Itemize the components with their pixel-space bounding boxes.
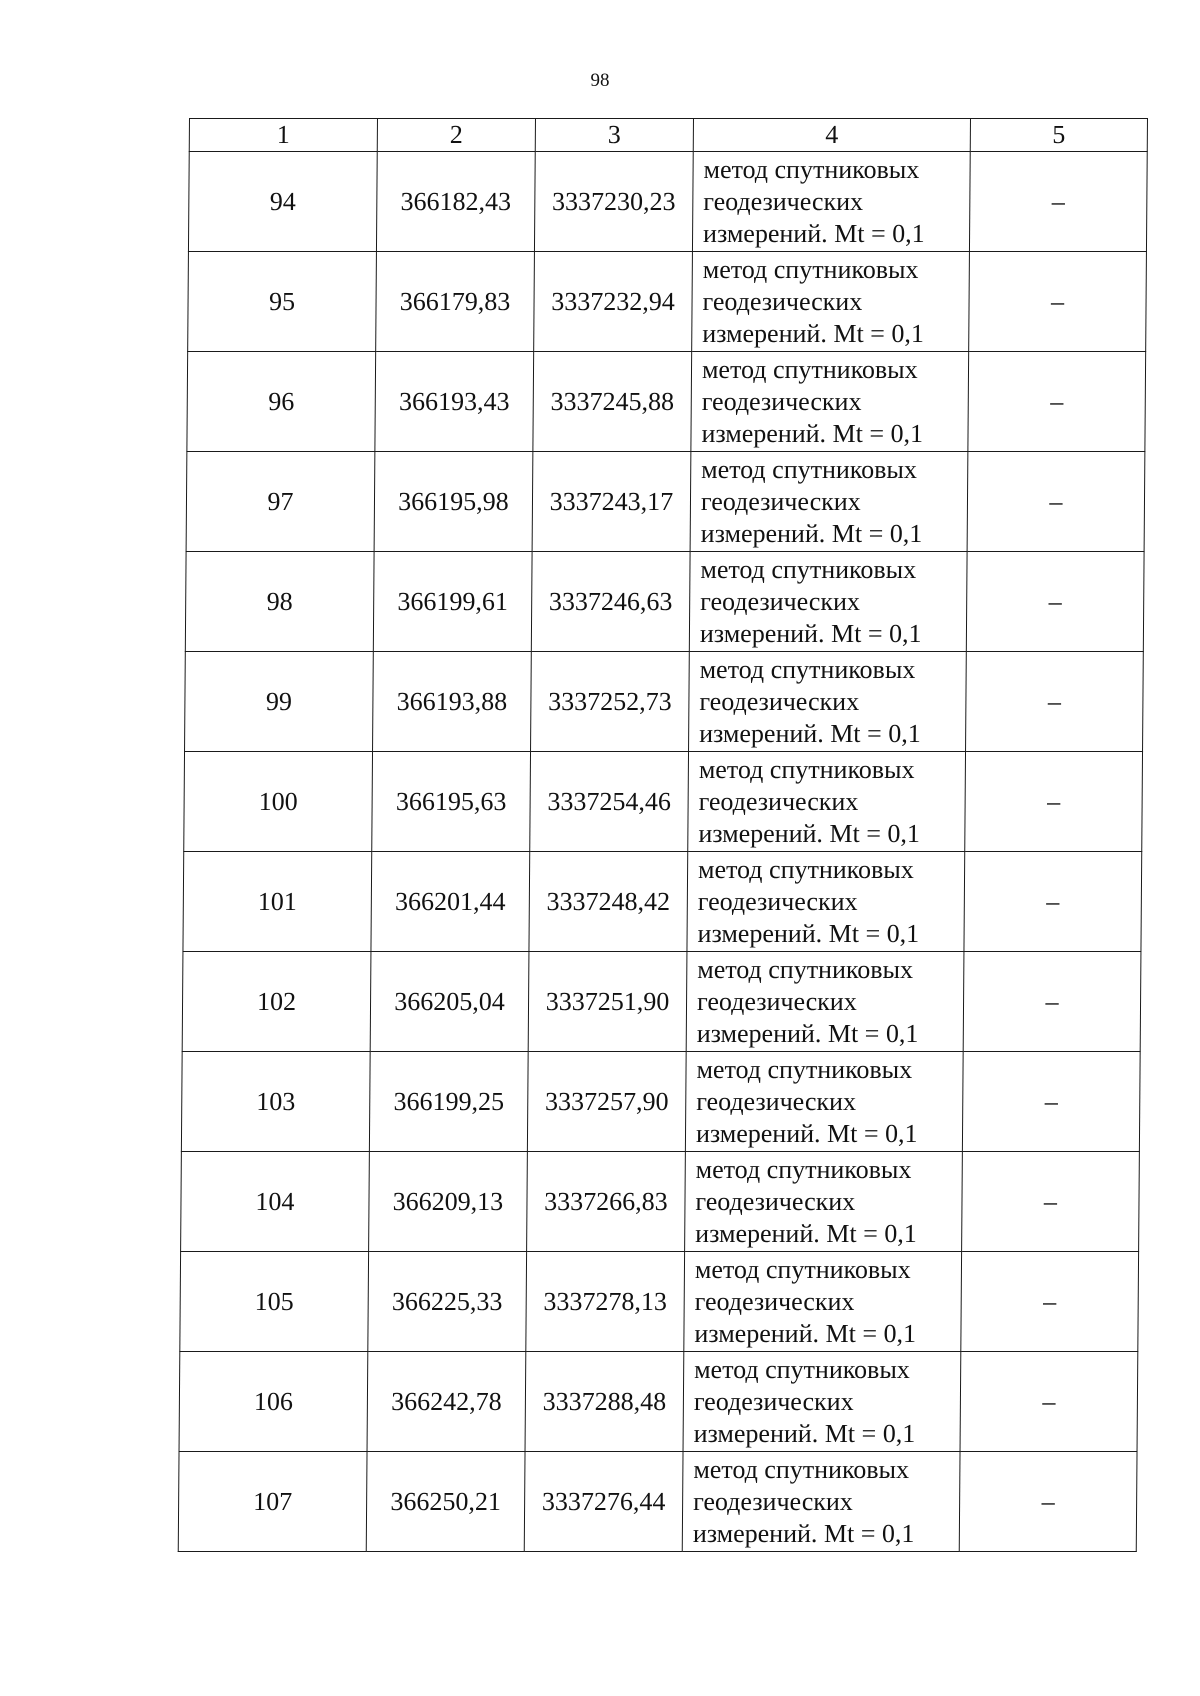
coordinate-x: 366250,21 [366, 1452, 525, 1552]
coordinate-x: 366179,83 [376, 252, 535, 352]
column-5-value: – [963, 952, 1141, 1052]
coordinate-x: 366205,04 [370, 952, 529, 1052]
table-row [184, 752, 1143, 852]
method-description [690, 452, 968, 552]
method-line-2: геодезических [693, 1486, 853, 1516]
method-line-3: измерений. Mt = 0,1 [701, 418, 924, 448]
table-row [186, 452, 1145, 552]
table-row [182, 952, 1141, 1052]
column-header-1: 1 [189, 119, 377, 152]
column-header-3: 3 [535, 119, 693, 152]
point-number: 96 [187, 352, 376, 452]
method-line-2: геодезических [698, 786, 859, 816]
method-description [688, 752, 966, 852]
point-number: 103 [181, 1052, 370, 1152]
column-5-value: – [964, 852, 1142, 952]
coordinate-x: 366195,98 [374, 452, 533, 552]
method-line-1: метод спутниковых [696, 1054, 913, 1084]
method-line-3: измерений. Mt = 0,1 [694, 1318, 917, 1348]
point-number: 100 [184, 752, 373, 852]
column-5-value: – [962, 1052, 1140, 1152]
table-row [181, 1052, 1140, 1152]
method-line-2: геодезических [693, 1386, 854, 1416]
point-number: 99 [185, 652, 374, 752]
coordinate-y: 3337230,23 [534, 152, 693, 252]
coordinate-y: 3337248,42 [529, 852, 688, 952]
method-line-1: метод спутниковых [702, 254, 919, 284]
coordinate-y: 3337276,44 [524, 1452, 683, 1552]
method-line-3: измерений. Mt = 0,1 [699, 718, 921, 748]
table-row [183, 852, 1142, 952]
table-row [187, 352, 1146, 452]
method-line-2: геодезических [701, 386, 862, 416]
method-description [683, 1352, 961, 1452]
column-5-value: – [967, 452, 1145, 552]
method-line-3: измерений. Mt = 0,1 [698, 818, 921, 848]
method-line-3: измерений. Mt = 0,1 [697, 918, 920, 948]
column-header-5: 5 [970, 119, 1147, 152]
method-line-1: метод спутниковых [697, 954, 914, 984]
column-5-value: – [961, 1252, 1139, 1352]
column-5-value: – [966, 552, 1144, 652]
method-line-2: геодезических [702, 286, 863, 316]
method-description [689, 652, 967, 752]
coordinate-x: 366193,43 [375, 352, 534, 452]
coordinates-table [178, 118, 1148, 1552]
column-header-2: 2 [377, 119, 535, 152]
table-row [181, 1152, 1140, 1252]
coordinate-y: 3337251,90 [528, 952, 687, 1052]
coordinate-y: 3337232,94 [534, 252, 693, 352]
method-line-2: геодезических [696, 1086, 857, 1116]
method-line-1: метод спутниковых [694, 1254, 911, 1284]
coordinate-y: 3337266,83 [527, 1152, 686, 1252]
method-line-1: метод спутниковых [693, 1454, 910, 1484]
coordinate-y: 3337243,17 [532, 452, 691, 552]
method-line-2: геодезических [699, 686, 860, 716]
method-line-3: измерений. Mt = 0,1 [702, 218, 925, 248]
coordinate-y: 3337288,48 [525, 1352, 684, 1452]
method-description [686, 952, 964, 1052]
coordinate-x: 366209,13 [369, 1152, 528, 1252]
table-header-row [189, 119, 1147, 152]
page-number: 98 [590, 70, 610, 91]
method-line-1: метод спутниковых [698, 754, 915, 784]
column-5-value: – [969, 152, 1147, 252]
method-line-2: геодезических [700, 486, 861, 516]
coordinate-y: 3337245,88 [533, 352, 692, 452]
method-line-2: геодезических [700, 586, 861, 616]
method-description [689, 552, 967, 652]
table-row [188, 152, 1147, 252]
method-line-2: геодезических [697, 886, 858, 916]
method-line-2: геодезических [696, 986, 857, 1016]
point-number: 98 [185, 552, 374, 652]
method-line-1: метод спутниковых [699, 654, 916, 684]
coordinate-y: 3337254,46 [530, 752, 689, 852]
method-line-2: геодезических [695, 1186, 856, 1216]
coordinate-x: 366199,61 [373, 552, 532, 652]
point-number: 105 [180, 1252, 369, 1352]
point-number: 101 [183, 852, 372, 952]
coordinate-x: 366193,88 [373, 652, 532, 752]
column-5-value: – [969, 252, 1147, 352]
coordinate-x: 366199,25 [369, 1052, 528, 1152]
table-row [188, 252, 1147, 352]
table-row [178, 1452, 1137, 1552]
point-number: 102 [182, 952, 371, 1052]
point-number: 95 [188, 252, 377, 352]
method-line-1: метод спутниковых [703, 154, 920, 184]
column-5-value: – [966, 652, 1144, 752]
table-row [185, 552, 1144, 652]
column-header-4: 4 [693, 119, 970, 152]
table-row [185, 652, 1144, 752]
coordinate-y: 3337246,63 [531, 552, 690, 652]
method-description [687, 852, 965, 952]
column-5-value: – [960, 1352, 1138, 1452]
method-line-3: измерений. Mt = 0,1 [692, 1518, 915, 1548]
coordinate-x: 366182,43 [376, 152, 535, 252]
method-line-3: измерений. Mt = 0,1 [695, 1118, 918, 1148]
method-line-3: измерений. Mt = 0,1 [695, 1218, 917, 1248]
method-description [682, 1452, 960, 1552]
method-line-1: метод спутниковых [700, 554, 917, 584]
method-line-1: метод спутниковых [695, 1154, 912, 1184]
method-line-2: геодезических [694, 1286, 855, 1316]
coordinate-y: 3337278,13 [526, 1252, 685, 1352]
table-row [179, 1352, 1138, 1452]
coordinate-x: 366242,78 [367, 1352, 526, 1452]
method-line-1: метод спутниковых [701, 454, 918, 484]
point-number: 107 [178, 1452, 367, 1552]
point-number: 104 [181, 1152, 370, 1252]
method-description [692, 152, 970, 252]
method-line-2: геодезических [703, 186, 864, 216]
method-description [691, 352, 969, 452]
coordinate-x: 366225,33 [368, 1252, 527, 1352]
coordinate-y: 3337257,90 [527, 1052, 686, 1152]
point-number: 97 [186, 452, 375, 552]
method-line-3: измерений. Mt = 0,1 [696, 1018, 919, 1048]
column-5-value: – [959, 1452, 1137, 1552]
method-line-3: измерений. Mt = 0,1 [699, 618, 922, 648]
table-row [180, 1252, 1139, 1352]
point-number: 106 [179, 1352, 368, 1452]
method-line-1: метод спутниковых [701, 354, 918, 384]
coordinate-x: 366201,44 [371, 852, 530, 952]
method-line-3: измерений. Mt = 0,1 [700, 518, 923, 548]
method-line-1: метод спутниковых [697, 854, 914, 884]
column-5-value: – [962, 1152, 1140, 1252]
column-5-value: – [965, 752, 1143, 852]
method-line-3: измерений. Mt = 0,1 [702, 318, 925, 348]
column-5-value: – [968, 352, 1146, 452]
coordinate-y: 3337252,73 [531, 652, 690, 752]
method-description [685, 1052, 963, 1152]
method-line-1: метод спутниковых [694, 1354, 910, 1384]
method-description [692, 252, 970, 352]
method-description [685, 1152, 963, 1252]
coordinate-x: 366195,63 [372, 752, 531, 852]
method-line-3: измерений. Mt = 0,1 [693, 1418, 916, 1448]
method-description [684, 1252, 962, 1352]
point-number: 94 [188, 152, 377, 252]
